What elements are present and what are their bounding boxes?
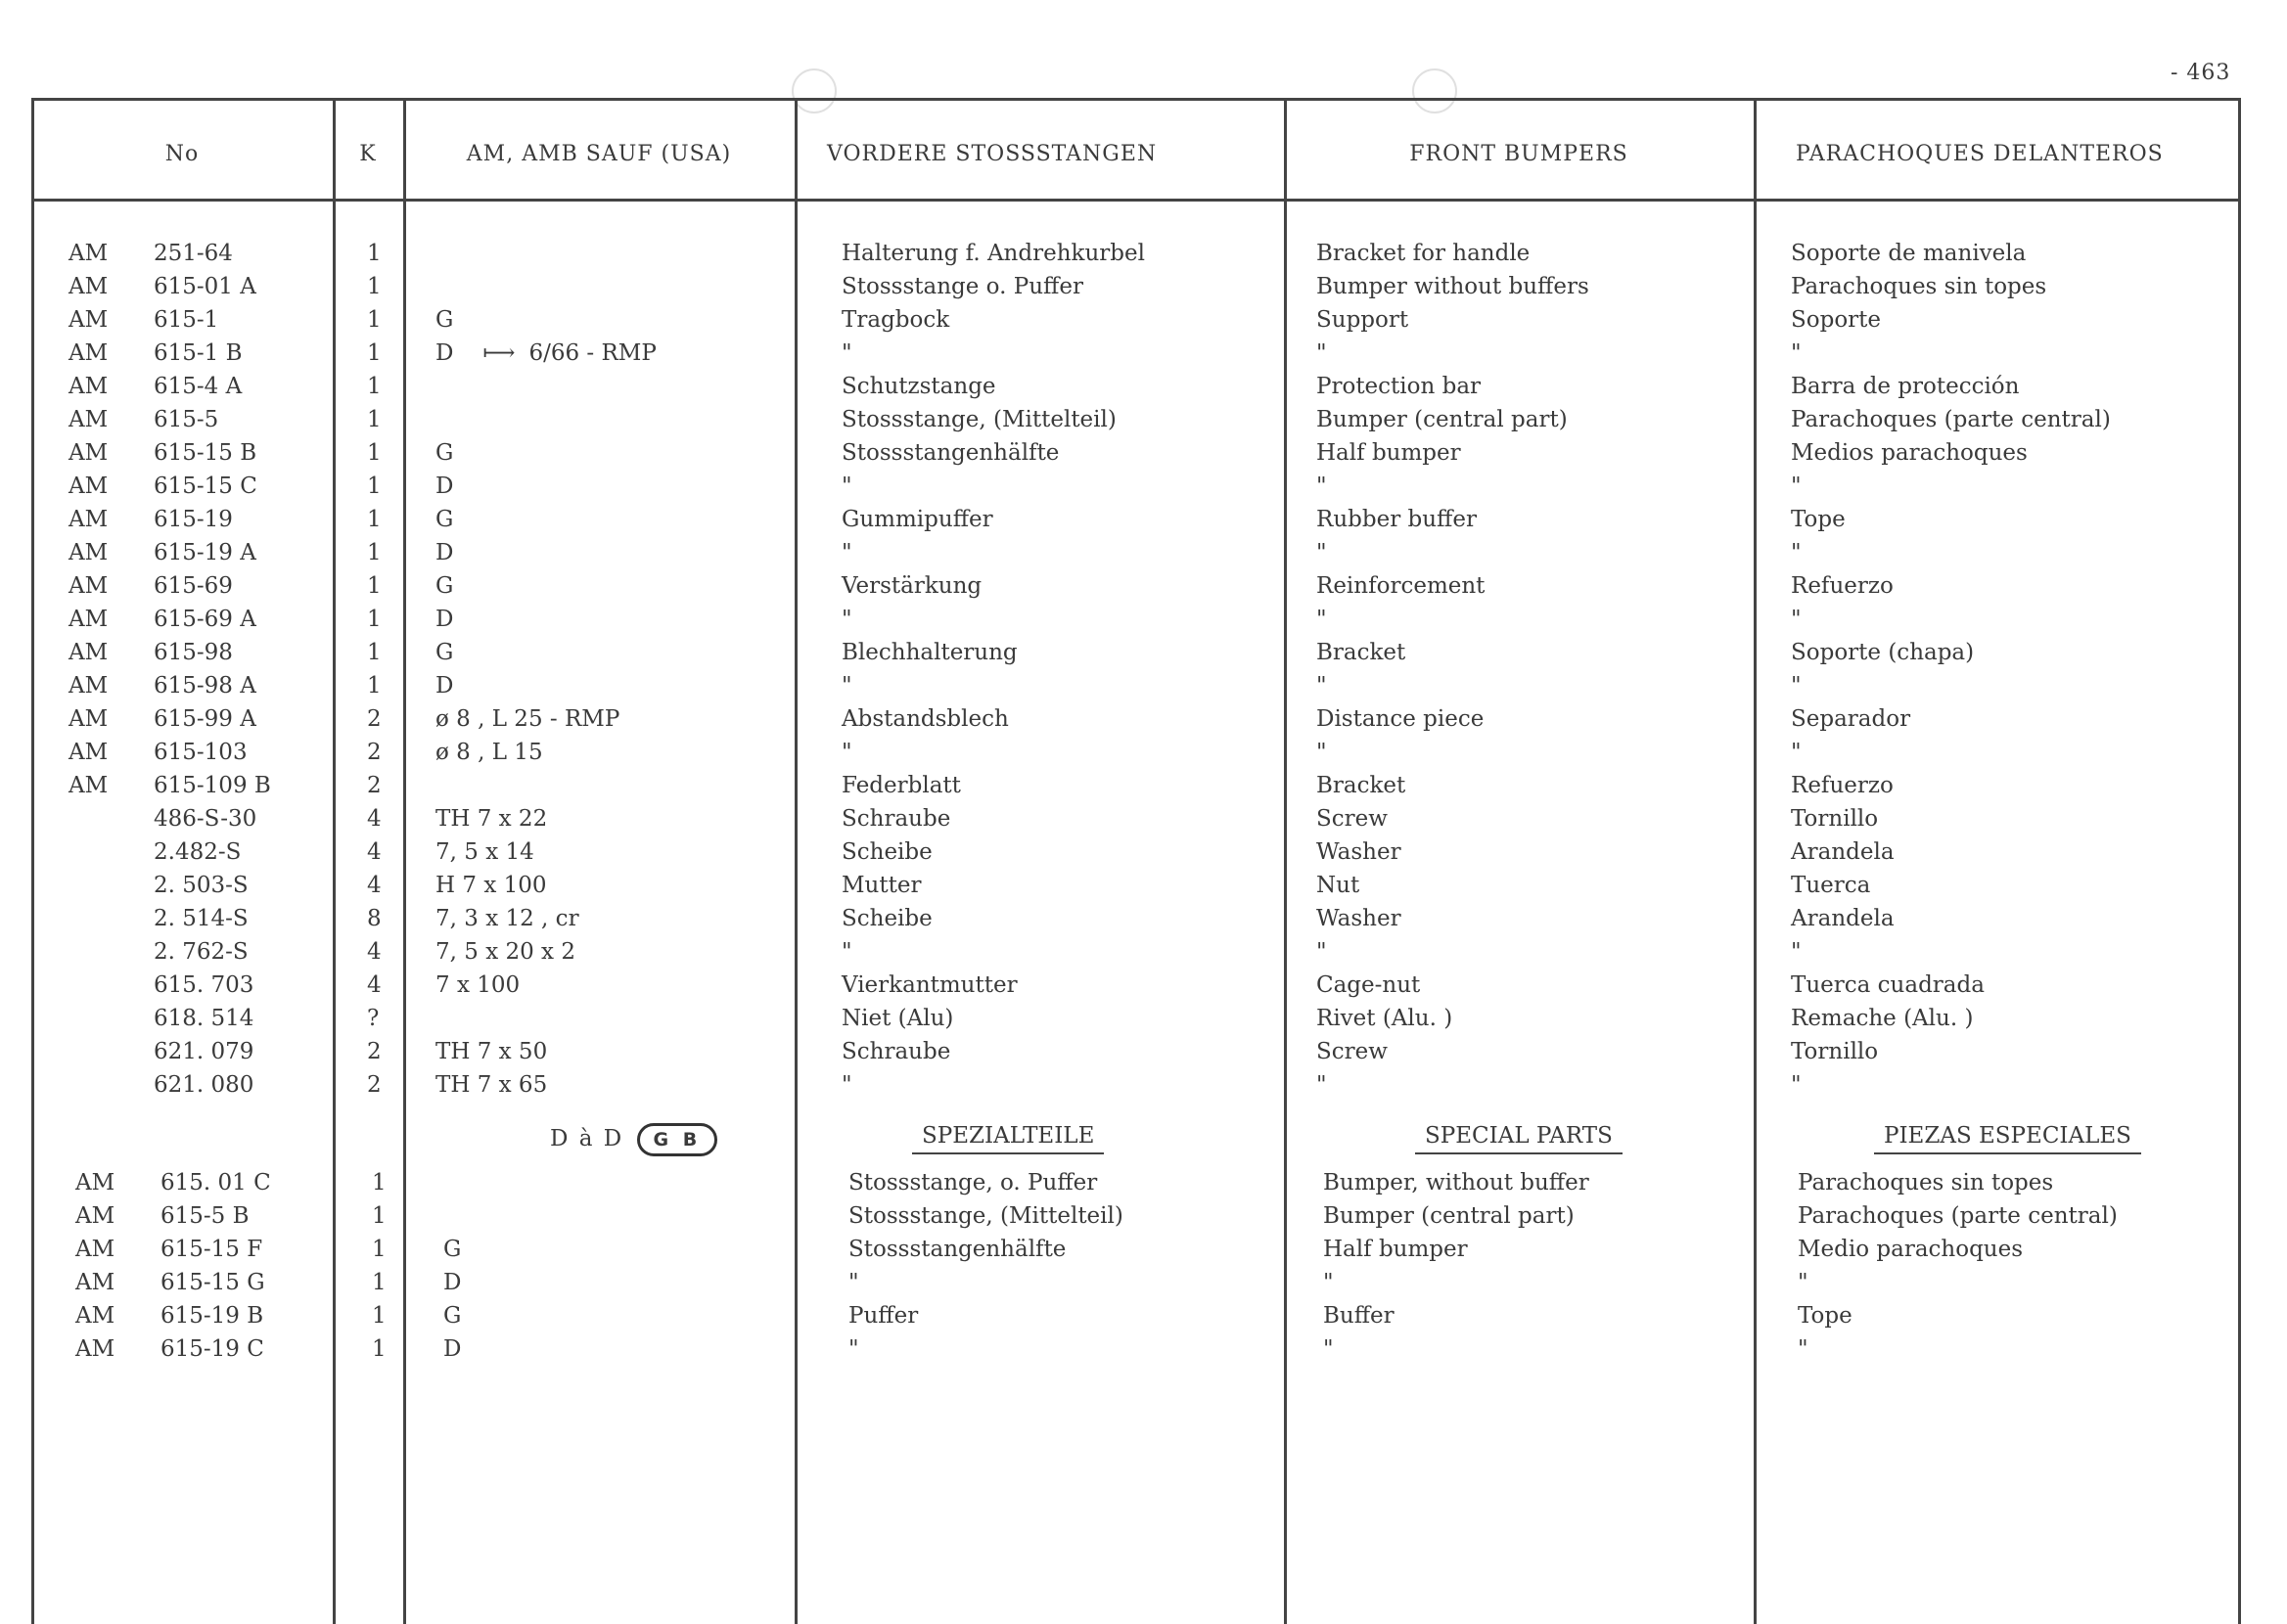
german-description: Schutzstange — [842, 374, 996, 399]
quantity: 1 — [367, 507, 382, 532]
table-row — [0, 706, 2287, 740]
german-description: Schraube — [842, 806, 951, 832]
prefix: AM — [75, 1237, 115, 1262]
spanish-description: Remache (Alu. ) — [1791, 1006, 1974, 1031]
quantity: 1 — [367, 474, 382, 499]
german-description: " — [848, 1270, 859, 1295]
english-description: " — [1316, 939, 1327, 965]
header-spanish: PARACHOQUES DELANTEROS — [1796, 142, 2164, 166]
german-description: Abstandsblech — [842, 706, 1009, 732]
spanish-description: Soporte — [1791, 307, 1882, 333]
quantity: 1 — [367, 374, 382, 399]
quantity: 1 — [367, 241, 382, 266]
german-description: " — [842, 1072, 852, 1098]
english-description: Bracket — [1316, 640, 1406, 665]
german-description: Stossstangenhälfte — [848, 1237, 1067, 1262]
table-row — [0, 1303, 2287, 1336]
part-number: 621. 080 — [154, 1072, 254, 1098]
german-description: " — [842, 607, 852, 632]
spanish-description: Tuerca cuadrada — [1791, 972, 1985, 998]
arrow-right-icon: ⟼ — [482, 340, 516, 366]
special-condition-prefix: D à D — [550, 1126, 624, 1151]
quantity: 1 — [367, 573, 382, 599]
table-row — [0, 640, 2287, 673]
spanish-description: " — [1791, 740, 1802, 765]
table-row — [0, 873, 2287, 906]
spanish-description: Separador — [1791, 706, 1911, 732]
spanish-description: " — [1791, 340, 1802, 366]
quantity: 1 — [367, 340, 382, 366]
prefix: AM — [75, 1336, 115, 1362]
german-description: Tragbock — [842, 307, 950, 333]
variant: D — [435, 673, 454, 699]
quantity: 2 — [367, 740, 382, 765]
english-description: Screw — [1316, 1039, 1388, 1064]
table-row — [0, 939, 2287, 972]
part-number: 615-98 A — [154, 673, 256, 699]
prefix: AM — [69, 673, 109, 699]
part-number: 2.482-S — [154, 839, 242, 865]
english-description: Protection bar — [1316, 374, 1482, 399]
spanish-description: " — [1791, 540, 1802, 565]
table-row — [0, 1336, 2287, 1370]
german-description: Blechhalterung — [842, 640, 1018, 665]
german-description: Stossstange, o. Puffer — [848, 1170, 1098, 1195]
part-number: 2. 514-S — [154, 906, 249, 931]
header-am: AM, AMB SAUF (USA) — [466, 142, 732, 166]
english-description: Washer — [1316, 839, 1401, 865]
table-row — [0, 1072, 2287, 1105]
part-number: 615-1 B — [154, 340, 243, 366]
german-description: Stossstange o. Puffer — [842, 274, 1083, 299]
table-row — [0, 440, 2287, 474]
english-description: Cage-nut — [1316, 972, 1421, 998]
english-description: Bumper (central part) — [1323, 1203, 1575, 1229]
german-description: Federblatt — [842, 773, 961, 798]
prefix: AM — [69, 740, 109, 765]
table-row — [0, 839, 2287, 873]
spanish-description: Arandela — [1791, 839, 1895, 865]
prefix: AM — [69, 507, 109, 532]
variant: G — [435, 573, 454, 599]
spanish-description: " — [1791, 607, 1802, 632]
spanish-description: Tuerca — [1791, 873, 1871, 898]
quantity: 4 — [367, 972, 382, 998]
english-description: Bracket for handle — [1316, 241, 1531, 266]
german-description: Stossstange, (Mittelteil) — [842, 407, 1117, 432]
english-description: Distance piece — [1316, 706, 1485, 732]
variant: 7, 5 x 20 x 2 — [435, 939, 575, 965]
spanish-description: Soporte de manivela — [1791, 241, 2027, 266]
spanish-description: " — [1798, 1270, 1808, 1295]
quantity: 1 — [372, 1336, 387, 1362]
spanish-description: Tornillo — [1791, 1039, 1879, 1064]
table-row — [0, 906, 2287, 939]
variant: G — [435, 507, 454, 532]
special-title-spanish: PIEZAS ESPECIALES — [1874, 1123, 2141, 1156]
english-description: Support — [1316, 307, 1409, 333]
variant: TH 7 x 50 — [435, 1039, 548, 1064]
variant: H 7 x 100 — [435, 873, 547, 898]
german-description: " — [848, 1336, 859, 1362]
part-number: 615-15 C — [154, 474, 257, 499]
english-description: Screw — [1316, 806, 1388, 832]
variant: G — [435, 440, 454, 466]
variant: G — [443, 1237, 462, 1262]
part-number: 251-64 — [154, 241, 233, 266]
quantity: 1 — [372, 1303, 387, 1329]
table-row — [0, 773, 2287, 806]
header-german: VORDERE STOSSSTANGEN — [827, 142, 1158, 166]
table-row — [0, 474, 2287, 507]
english-description: Bumper (central part) — [1316, 407, 1568, 432]
german-description: " — [842, 474, 852, 499]
spanish-description: Soporte (chapa) — [1791, 640, 1975, 665]
table-row — [0, 806, 2287, 839]
english-description: Washer — [1316, 906, 1401, 931]
table-row — [0, 1203, 2287, 1237]
table-row — [0, 673, 2287, 706]
spanish-description: Refuerzo — [1791, 773, 1894, 798]
english-description: " — [1323, 1336, 1334, 1362]
english-description: " — [1316, 340, 1327, 366]
header-english: FRONT BUMPERS — [1409, 142, 1628, 166]
part-number: 618. 514 — [154, 1006, 254, 1031]
quantity: 1 — [367, 607, 382, 632]
variant: D — [435, 474, 454, 499]
page-number: - 463 — [2171, 61, 2231, 85]
variant: D — [443, 1270, 462, 1295]
country-badge: G B — [637, 1123, 718, 1156]
variant: G — [435, 640, 454, 665]
part-number: 615-5 B — [160, 1203, 250, 1229]
part-number: 615-19 — [154, 507, 233, 532]
german-description: Scheibe — [842, 839, 933, 865]
part-number: 615-19 C — [160, 1336, 264, 1362]
special-condition — [550, 1123, 717, 1156]
spanish-description: Medio parachoques — [1798, 1237, 2024, 1262]
quantity: 1 — [367, 440, 382, 466]
spanish-description: Parachoques sin topes — [1791, 274, 2047, 299]
english-description: " — [1316, 540, 1327, 565]
english-description: " — [1316, 740, 1327, 765]
german-description: Gummipuffer — [842, 507, 993, 532]
variant: G — [435, 307, 454, 333]
prefix: AM — [69, 407, 109, 432]
variant-note: 6/66 - RMP — [528, 340, 657, 366]
english-description: Rubber buffer — [1316, 507, 1477, 532]
prefix: AM — [69, 640, 109, 665]
german-description: Halterung f. Andrehkurbel — [842, 241, 1145, 266]
table-row — [0, 241, 2287, 274]
english-description: Bracket — [1316, 773, 1406, 798]
variant: TH 7 x 22 — [435, 806, 548, 832]
part-number: 615-5 — [154, 407, 219, 432]
quantity: 2 — [367, 706, 382, 732]
english-description: Bumper without buffers — [1316, 274, 1589, 299]
prefix: AM — [69, 440, 109, 466]
header-divider — [31, 199, 2241, 202]
spanish-description: Medios parachoques — [1791, 440, 2028, 466]
variant: ø 8 , L 25 - RMP — [435, 706, 620, 732]
table-row — [0, 1039, 2287, 1072]
table-row — [0, 540, 2287, 573]
prefix: AM — [69, 773, 109, 798]
english-description: Bumper, without buffer — [1323, 1170, 1589, 1195]
part-number: 615. 01 C — [160, 1170, 271, 1195]
header-k: K — [359, 142, 377, 166]
prefix: AM — [69, 706, 109, 732]
german-description: Scheibe — [842, 906, 933, 931]
part-number: 486-S-30 — [154, 806, 257, 832]
variant: ø 8 , L 15 — [435, 740, 543, 765]
part-number: 615-15 G — [160, 1270, 265, 1295]
german-description: " — [842, 939, 852, 965]
spanish-description: " — [1791, 474, 1802, 499]
english-description: " — [1316, 607, 1327, 632]
spanish-description: Barra de protección — [1791, 374, 2020, 399]
special-title-german: SPEZIALTEILE — [912, 1123, 1104, 1156]
prefix: AM — [69, 374, 109, 399]
spanish-description: " — [1791, 1072, 1802, 1098]
variant: G — [443, 1303, 462, 1329]
german-description: Vierkantmutter — [842, 972, 1018, 998]
spanish-description: Tope — [1798, 1303, 1852, 1329]
prefix: AM — [69, 540, 109, 565]
prefix: AM — [75, 1170, 115, 1195]
spanish-description: Parachoques (parte central) — [1791, 407, 2111, 432]
quantity: 2 — [367, 1072, 382, 1098]
part-number: 615-99 A — [154, 706, 256, 732]
part-number: 615. 703 — [154, 972, 254, 998]
part-number: 2. 503-S — [154, 873, 249, 898]
german-description: Verstärkung — [842, 573, 983, 599]
part-number: 615-15 F — [160, 1237, 263, 1262]
prefix: AM — [69, 340, 109, 366]
prefix: AM — [75, 1270, 115, 1295]
table-row — [0, 740, 2287, 773]
english-description: Nut — [1316, 873, 1360, 898]
german-description: " — [842, 540, 852, 565]
table-row — [0, 274, 2287, 307]
table-row — [0, 1006, 2287, 1039]
variant: 7, 3 x 12 , cr — [435, 906, 579, 931]
german-description: Niet (Alu) — [842, 1006, 954, 1031]
quantity: 1 — [367, 673, 382, 699]
spanish-description: Tornillo — [1791, 806, 1879, 832]
prefix: AM — [75, 1303, 115, 1329]
part-number: 615-4 A — [154, 374, 243, 399]
part-number: 615-69 — [154, 573, 233, 599]
variant: 7 x 100 — [435, 972, 521, 998]
spanish-description: Tope — [1791, 507, 1846, 532]
table-row — [0, 1170, 2287, 1203]
quantity: 4 — [367, 839, 382, 865]
table-row — [0, 573, 2287, 607]
special-title-english: SPECIAL PARTS — [1415, 1123, 1623, 1156]
variant: D ⟼ 6/66 - RMP — [435, 340, 657, 366]
prefix: AM — [75, 1203, 115, 1229]
table-row — [0, 407, 2287, 440]
english-description: " — [1316, 1072, 1327, 1098]
part-number: 2. 762-S — [154, 939, 249, 965]
quantity: 8 — [367, 906, 382, 931]
part-number: 615-103 — [154, 740, 248, 765]
prefix: AM — [69, 573, 109, 599]
quantity: ? — [367, 1006, 380, 1031]
variant: TH 7 x 65 — [435, 1072, 548, 1098]
part-number: 615-19 B — [160, 1303, 264, 1329]
table-row — [0, 374, 2287, 407]
table-row — [0, 607, 2287, 640]
quantity: 1 — [367, 407, 382, 432]
table-row — [0, 340, 2287, 374]
part-number: 615-98 — [154, 640, 233, 665]
spanish-description: " — [1791, 939, 1802, 965]
german-description: " — [842, 740, 852, 765]
prefix: AM — [69, 274, 109, 299]
quantity: 1 — [372, 1270, 387, 1295]
variant: D — [435, 540, 454, 565]
prefix: AM — [69, 607, 109, 632]
spanish-description: Parachoques (parte central) — [1798, 1203, 2118, 1229]
variant: 7, 5 x 14 — [435, 839, 534, 865]
table-row — [0, 1237, 2287, 1270]
spanish-description: " — [1798, 1336, 1808, 1362]
english-description: Buffer — [1323, 1303, 1395, 1329]
part-number: 615-19 A — [154, 540, 256, 565]
variant: D — [435, 607, 454, 632]
quantity: 4 — [367, 806, 382, 832]
german-description: " — [842, 340, 852, 366]
german-description: " — [842, 673, 852, 699]
quantity: 1 — [367, 274, 382, 299]
quantity: 2 — [367, 773, 382, 798]
quantity: 1 — [372, 1170, 387, 1195]
german-description: Stossstange, (Mittelteil) — [848, 1203, 1123, 1229]
table-row — [0, 972, 2287, 1006]
table-row — [0, 307, 2287, 340]
english-description: Half bumper — [1323, 1237, 1468, 1262]
german-description: Stossstangenhälfte — [842, 440, 1060, 466]
english-description: " — [1323, 1270, 1334, 1295]
english-description: " — [1316, 474, 1327, 499]
english-description: Half bumper — [1316, 440, 1461, 466]
german-description: Schraube — [842, 1039, 951, 1064]
quantity: 1 — [367, 640, 382, 665]
part-number: 621. 079 — [154, 1039, 254, 1064]
german-description: Puffer — [848, 1303, 919, 1329]
quantity: 1 — [372, 1237, 387, 1262]
quantity: 1 — [372, 1203, 387, 1229]
quantity: 2 — [367, 1039, 382, 1064]
quantity: 4 — [367, 939, 382, 965]
part-number: 615-1 — [154, 307, 219, 333]
quantity: 1 — [367, 307, 382, 333]
english-description: " — [1316, 673, 1327, 699]
variant: D — [443, 1336, 462, 1362]
prefix: AM — [69, 307, 109, 333]
prefix: AM — [69, 241, 109, 266]
english-description: Reinforcement — [1316, 573, 1486, 599]
spanish-description: Arandela — [1791, 906, 1895, 931]
quantity: 1 — [367, 540, 382, 565]
part-number: 615-15 B — [154, 440, 257, 466]
part-number: 615-109 B — [154, 773, 271, 798]
quantity: 4 — [367, 873, 382, 898]
table-row — [0, 507, 2287, 540]
table-row — [0, 1270, 2287, 1303]
spanish-description: " — [1791, 673, 1802, 699]
spanish-description: Refuerzo — [1791, 573, 1894, 599]
part-number: 615-01 A — [154, 274, 256, 299]
german-description: Mutter — [842, 873, 922, 898]
part-number: 615-69 A — [154, 607, 256, 632]
spanish-description: Parachoques sin topes — [1798, 1170, 2054, 1195]
prefix: AM — [69, 474, 109, 499]
english-description: Rivet (Alu. ) — [1316, 1006, 1453, 1031]
header-no: No — [164, 142, 200, 166]
